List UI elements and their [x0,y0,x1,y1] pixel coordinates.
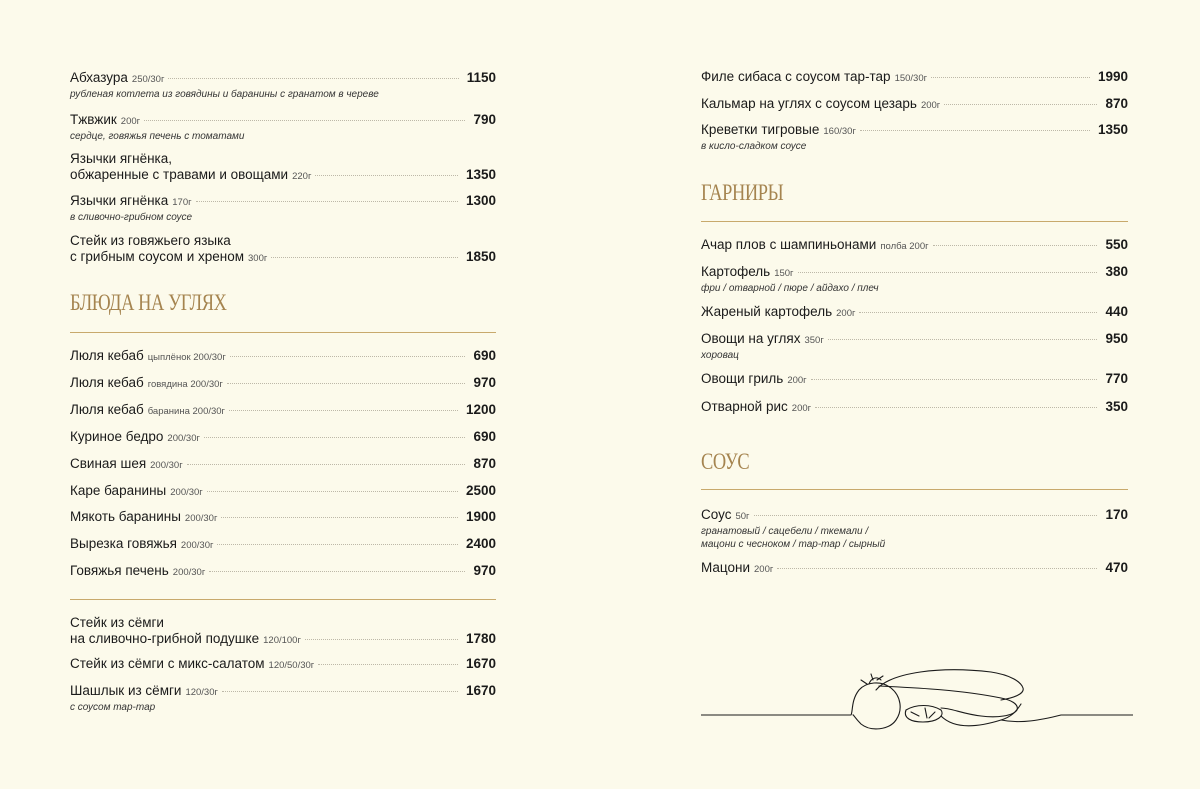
item-price: 870 [473,455,496,471]
item-weight: 200г [836,308,856,319]
item-row [701,264,1128,282]
item-price: 470 [1105,560,1128,575]
item-weight: 50г [735,511,750,522]
menu-item [70,151,496,185]
dotted-leader [315,175,458,176]
menu-item [70,375,496,393]
item-description: хоровац [701,350,739,361]
item-weight: 150/30г [894,73,928,84]
item-weight: 350г [804,335,824,346]
tomato-meat-illustration-icon [701,660,1133,740]
item-weight: 200/30г [167,432,200,444]
item-weight: говядина 200/30г [147,378,223,390]
menu-item [70,402,496,420]
item-weight: 200/30г [180,540,214,552]
dotted-leader [229,410,458,411]
section-divider [70,332,496,333]
menu-item [70,193,496,224]
item-row [701,122,1128,140]
dotted-leader [227,383,466,384]
dotted-leader [860,130,1090,131]
item-price: 1350 [465,167,496,182]
menu-item [701,69,1128,87]
menu-item [701,331,1128,362]
dotted-leader [305,639,458,640]
item-price: 380 [1105,264,1128,279]
item-description: сердце, говяжья печень с томатами [70,131,245,142]
item-row [701,399,1128,417]
dotted-leader [811,379,1098,380]
item-row [70,483,496,501]
menu-item [701,304,1128,322]
item-weight: 200г [791,403,812,414]
dotted-leader [828,339,1098,340]
menu-item [70,456,496,474]
item-row [701,331,1128,349]
item-description: гранатовый / сацебели / ткемали / [701,526,869,537]
item-name: Люля кебаб [70,374,144,390]
item-row [70,193,496,211]
item-price: 1780 [465,631,496,646]
item-name-line1: Стейк из говяжьего языка [70,233,231,248]
menu-item [70,683,496,714]
item-weight: цыплёнок 200/30г [147,352,226,363]
item-description: фри / отварной / пюре / айдахо / плеч [701,283,879,294]
item-price: 1670 [465,656,496,671]
item-name: Картофель [701,264,771,279]
item-description: в сливочно-грибном соусе [70,212,193,223]
item-price: 550 [1105,237,1128,252]
item-price: 1990 [1097,69,1128,84]
dotted-leader [933,245,1098,246]
item-weight: 200г [787,375,807,386]
item-weight: 200/30г [150,459,183,471]
item-row [70,429,496,447]
menu-item [701,399,1128,417]
item-row [701,560,1128,578]
item-weight: 200г [120,116,141,127]
dotted-leader [187,464,466,465]
item-name: Свиная шея [70,455,147,471]
item-name: Тжвжик [70,112,117,127]
item-name: Соус [701,507,732,522]
item-name: Язычки ягнёнка [70,193,169,208]
item-row [70,375,496,393]
dotted-leader [931,77,1090,78]
item-name: Люля кебаб [70,401,144,417]
item-price: 970 [473,374,496,390]
section-heading: СОУС [701,449,750,474]
item-weight: полба 200г [880,241,929,252]
section-divider [701,221,1128,222]
item-name: Мякоть баранины [70,509,181,525]
menu-item [701,122,1128,153]
item-price: 350 [1105,399,1128,414]
item-name: Креветки тигровые [701,122,820,137]
item-price: 790 [473,112,496,127]
item-name: Мацони [701,560,750,575]
dotted-leader [230,356,466,357]
dotted-leader [144,120,465,121]
dotted-leader [222,691,458,692]
dotted-leader [754,515,1098,516]
item-name-line1: Язычки ягнёнка, [70,151,172,166]
item-row [70,249,496,267]
item-row [70,563,496,581]
item-name: Люля кебаб [70,348,144,363]
item-row [70,631,496,649]
dotted-leader [209,571,465,572]
item-price: 950 [1105,331,1128,346]
item-price: 1300 [465,193,496,208]
item-name: с грибным соусом и хреном [70,249,244,264]
dotted-leader [271,257,458,258]
item-description: мацони с чесноком / тар-тар / сырный [701,539,886,550]
item-name: на сливочно-грибной подушке [70,631,260,646]
menu-item [70,429,496,447]
menu-item [701,371,1128,389]
item-name: Абхазура [70,70,128,85]
item-price: 1850 [465,249,496,264]
item-price: 1150 [466,70,496,85]
item-price: 870 [1105,96,1128,111]
item-weight: 200/30г [184,513,218,525]
item-price: 440 [1105,304,1128,319]
item-name: Говяжья печень [70,563,169,579]
item-price: 690 [473,428,496,444]
item-row [70,456,496,474]
section-divider [701,489,1128,490]
item-name: Филе сибаса с соусом тар-тар [701,69,891,84]
item-row [701,237,1128,255]
item-price: 1200 [465,401,496,417]
item-weight: 160/30г [823,126,856,137]
menu-item [70,233,496,267]
item-weight: 120/30г [185,687,218,698]
menu-item [701,560,1128,578]
section-heading: БЛЮДА НА УГЛЯХ [70,290,227,315]
item-weight: 150г [774,268,794,279]
menu-item [70,483,496,501]
menu-item [70,563,496,581]
dotted-leader [221,517,458,518]
item-description: с соусом тар-тар [70,702,156,713]
item-name: Овощи гриль [701,371,784,386]
menu-item [701,507,1128,551]
item-weight: 120/100г [263,635,301,646]
item-row [70,683,496,701]
item-name: Стейк из сёмги с микс-салатом [70,656,265,671]
menu-item [70,536,496,554]
item-name: обжаренные с травами и овощами [70,167,289,182]
item-row [70,70,496,88]
menu-item [70,656,496,674]
dotted-leader [217,544,458,545]
item-name: Каре баранины [70,482,167,498]
dotted-leader [168,78,458,79]
item-row [701,507,1128,525]
item-weight: 200г [920,100,941,111]
dotted-leader [196,201,458,202]
item-description: в кисло-сладком соусе [701,141,807,152]
item-weight: 200/30г [172,567,206,579]
dotted-leader [944,104,1097,105]
dotted-leader [204,437,466,438]
item-price: 770 [1105,371,1128,386]
item-name: Жареный картофель [701,304,833,319]
item-price: 1670 [465,683,496,698]
item-weight: 120/50/30г [268,660,315,671]
item-row [70,348,496,366]
item-price: 690 [473,348,496,363]
item-row [701,304,1128,322]
item-price: 1350 [1097,122,1128,137]
item-row [701,69,1128,87]
menu-item [70,509,496,527]
item-name: Отварной рис [701,399,788,414]
item-row [70,536,496,554]
item-row [70,656,496,674]
menu-item [701,264,1128,295]
item-weight: 220г [292,171,312,182]
item-weight: 300г [248,253,268,264]
section-heading: ГАРНИРЫ [701,180,784,205]
item-price: 170 [1105,507,1128,522]
item-row [701,371,1128,389]
item-row [701,96,1128,114]
item-name: Кальмар на углях с соусом цезарь [701,96,917,111]
dotted-leader [318,664,458,665]
item-name-line1: Стейк из сёмги [70,615,164,630]
dotted-leader [798,272,1098,273]
menu-item [70,112,496,143]
item-weight: 200г [754,564,774,575]
item-weight: 170г [172,197,192,208]
item-name: Вырезка говяжья [70,536,177,552]
item-price: 1900 [465,509,496,525]
menu-item [701,237,1128,255]
menu-item [70,615,496,649]
item-price: 970 [473,563,496,579]
menu-item [701,96,1128,114]
item-weight: 200/30г [170,486,203,498]
item-row [70,167,496,185]
item-weight: 250/30г [131,74,165,85]
item-row [70,402,496,420]
item-name: Шашлык из сёмги [70,683,182,698]
menu-item [70,348,496,366]
item-row [70,112,496,130]
item-name: Ачар плов с шампиньонами [701,237,877,252]
dotted-leader [777,568,1097,569]
dotted-leader [859,312,1097,313]
menu-item [70,70,496,101]
item-name: Куриное бедро [70,428,164,444]
dotted-leader [815,407,1097,408]
item-price: 2500 [465,482,496,498]
item-row [70,509,496,527]
dotted-leader [207,491,458,492]
item-description: рубленая котлета из говядины и баранины с гранатом в череве [70,89,379,100]
section-divider [70,599,496,600]
item-weight: баранина 200/30г [147,405,226,417]
item-price: 2400 [465,536,496,552]
item-name: Овощи на углях [701,331,801,346]
